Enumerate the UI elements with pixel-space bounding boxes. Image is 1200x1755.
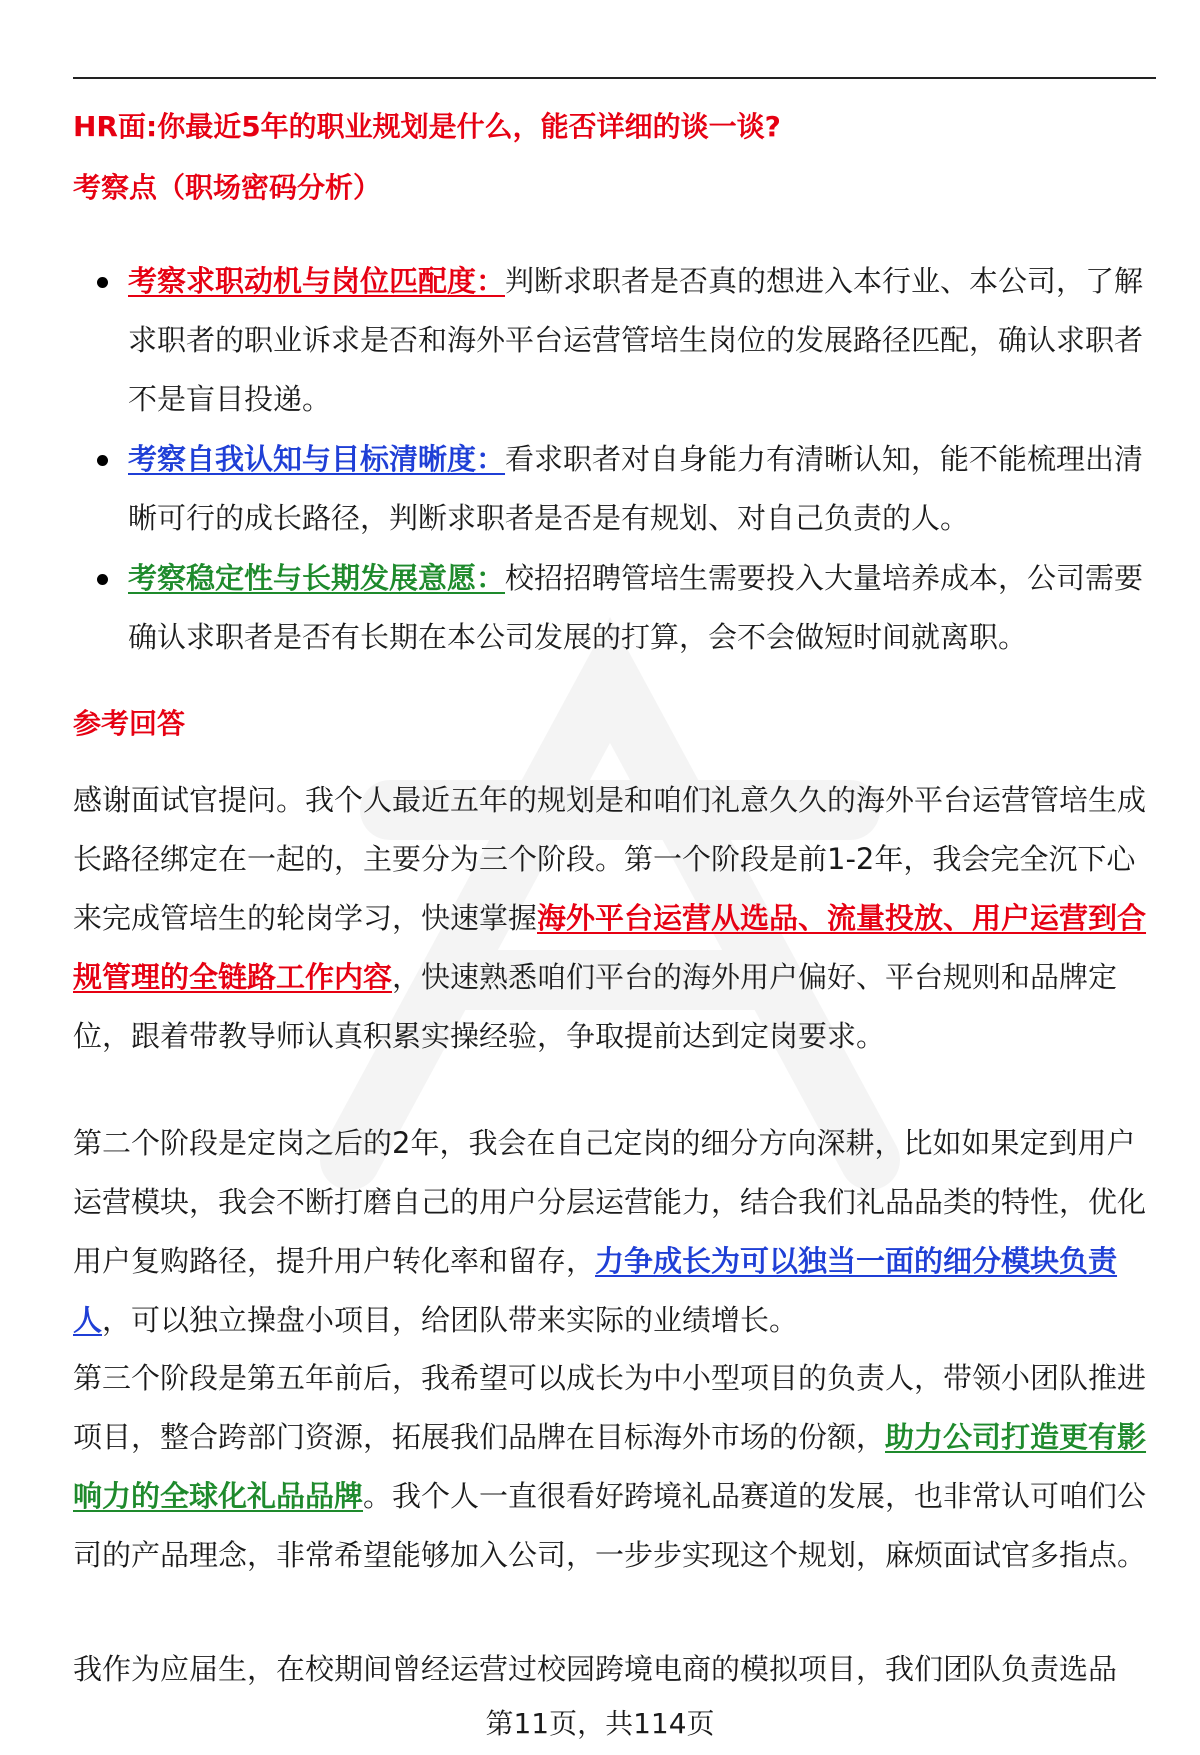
list-item [73,252,1153,429]
answer-paragraph-2 [73,1114,1158,1350]
bullet-icon [97,574,108,585]
answer-heading: 参考回答 [73,707,186,740]
highlight-text: 助力公司打造更有影响力的全球化礼品品牌 [73,1420,1147,1513]
page-number: 第11页，共114页 [485,1707,715,1740]
point-keyword: 考察求职动机与岗位匹配度： [128,264,506,298]
point-keyword: 考察自我认知与目标清晰度： [128,442,506,476]
answer-paragraph-3 [73,1349,1158,1585]
answer-paragraph-1 [73,771,1158,1066]
paragraph-text: ，快速熟悉咱们平台的海外用户偏好、平台规则和品牌定位，跟着带教导师认真积累实操经验，争取提前达到定岗要求。 [73,960,1118,1053]
point-text: 判断求职者是否真的想进入本行业、本公司，了解求职者的职业诉求是否和海外平台运营管培生岗位的发展路径匹配，确认求职者不是盲目投递。 [128,264,1144,416]
bullet-icon [97,455,108,466]
paragraph-text: 。我个人一直很看好跨境礼品赛道的发展，也非常认可咱们公司的产品理念，非常希望能够加入公司，一步步实现这个规划，麻烦面试官多指点。 [73,1479,1147,1572]
list-item [73,549,1153,667]
analysis-list [73,252,1153,668]
answer-paragraph-4: 我作为应届生，在校期间曾经运营过校园跨境电商的模拟项目，我们团队负责选品 [73,1652,1118,1686]
paragraph-text: 第三个阶段是第五年前后，我希望可以成长为中小型项目的负责人，带领小团队推进项目，整合跨部门资源，拓展我们品牌在目标海外市场的份额， [73,1361,1147,1454]
header-rule [73,77,1156,79]
paragraph-text: 第二个阶段是定岗之后的2年，我会在自己定岗的细分方向深耕，比如如果定到用户运营模块，我会不断打磨自己的用户分层运营能力，结合我们礼品品类的特性，优化用户复购路径，提升用户转化率和留存， [73,1126,1147,1278]
highlight-text: 海外平台运营从选品、流量投放、用户运营到合规管理的全链路工作内容 [73,901,1147,994]
highlight-text: 力争成长为可以独当一面的细分模块负责人 [73,1244,1118,1337]
bullet-icon [97,277,108,288]
point-keyword: 考察稳定性与长期发展意愿： [128,561,506,595]
point-text: 校招招聘管培生需要投入大量培养成本，公司需要确认求职者是否有长期在本公司发展的打算，会不会做短时间就离职。 [128,561,1144,654]
list-item [73,430,1153,548]
question-heading: HR面:你最近5年的职业规划是什么，能否详细的谈一谈? [73,110,781,143]
paragraph-text: 感谢面试官提问。我个人最近五年的规划是和咱们礼意久久的海外平台运营管培生成长路径绑定在一起的，主要分为三个阶段。第一个阶段是前1-2年，我会完全沉下心来完成管培生的轮岗学习，快速掌握 [73,783,1147,935]
analysis-heading: 考察点（职场密码分析） [73,171,382,204]
paragraph-text: ，可以独立操盘小项目，给团队带来实际的业绩增长。 [102,1303,799,1337]
point-text: 看求职者对自身能力有清晰认知，能不能梳理出清晰可行的成长路径，判断求职者是否是有规划、对自己负责的人。 [128,442,1144,535]
